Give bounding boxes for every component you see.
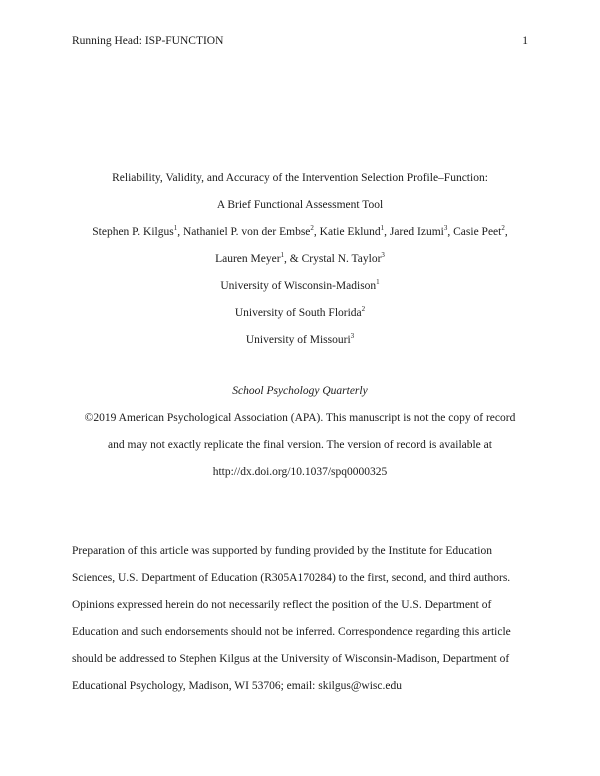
author-separator: , bbox=[384, 226, 390, 238]
author-name: Stephen P. Kilgus bbox=[92, 226, 174, 238]
affiliation-name: University of Missouri bbox=[245, 334, 351, 346]
author-note bbox=[72, 538, 528, 700]
author-separator: , bbox=[447, 226, 454, 238]
author-affiliation-mark: 3 bbox=[443, 224, 448, 233]
title-line-1: Reliability, Validity, and Accuracy of the Intervention Selection Profile–Function: bbox=[112, 172, 488, 184]
authors-line-2 bbox=[60, 246, 540, 273]
title-line-2: A Brief Functional Assessment Tool bbox=[216, 199, 384, 211]
author-affiliation-mark: 3 bbox=[381, 251, 385, 260]
author-affiliation-mark: 2 bbox=[501, 224, 505, 233]
affiliation-line bbox=[60, 273, 540, 300]
author-note-line: Preparation of this article was supported by funding provided by the Institute for Education bbox=[72, 545, 492, 557]
doi-link[interactable]: http://dx.doi.org/10.1037/spq0000325 bbox=[212, 466, 388, 478]
journal-name: School Psychology Quarterly bbox=[232, 385, 368, 397]
author-name: Crystal N. Taylor bbox=[301, 253, 382, 265]
author-affiliation-mark: 1 bbox=[280, 251, 285, 260]
author-note-line: should be addressed to Stephen Kilgus at the University of Wisconsin-Madison, Department of bbox=[72, 653, 510, 665]
author-separator: , bbox=[177, 226, 183, 238]
page-number: 1 bbox=[522, 35, 528, 47]
authors-line-1 bbox=[60, 219, 540, 246]
affiliation-line bbox=[60, 327, 540, 354]
author-name: Casie Peet bbox=[453, 226, 502, 238]
title-block bbox=[60, 165, 540, 354]
running-head: Running Head: ISP-FUNCTION bbox=[72, 35, 224, 47]
author-name: Katie Eklund bbox=[319, 226, 381, 238]
journal-block bbox=[60, 378, 540, 486]
author-affiliation-mark: 1 bbox=[173, 224, 178, 233]
affiliation-mark: 1 bbox=[376, 278, 380, 287]
author-separator: , & bbox=[284, 253, 302, 265]
affiliation-mark: 3 bbox=[350, 332, 355, 341]
author-name: Lauren Meyer bbox=[215, 253, 281, 265]
copyright-line-2: and may not exactly replicate the final version. The version of record is available at bbox=[108, 439, 492, 451]
author-note-line: Educational Psychology, Madison, WI 53706; email: skilgus@wisc.edu bbox=[72, 680, 402, 692]
author-separator: , bbox=[313, 226, 320, 238]
copyright-line-1: ©2019 American Psychological Association (APA). This manuscript is not the copy of record bbox=[84, 412, 516, 424]
affiliation-name: University of Wisconsin-Madison bbox=[220, 280, 377, 292]
affiliation-line bbox=[60, 300, 540, 327]
author-note-line: Education and such endorsements should not be inferred. Correspondence regarding this article bbox=[72, 626, 511, 638]
author-affiliation-mark: 1 bbox=[380, 224, 385, 233]
affiliation-mark: 2 bbox=[361, 305, 366, 314]
author-note-line: Opinions expressed herein do not necessarily reflect the position of the U.S. Department of bbox=[72, 599, 492, 611]
author-note-line: Sciences, U.S. Department of Education (R305A170284) to the first, second, and third authors. bbox=[72, 572, 511, 584]
author-name: Nathaniel P. von der Embse bbox=[182, 226, 311, 238]
author-affiliation-mark: 2 bbox=[310, 224, 314, 233]
affiliation-name: University of South Florida bbox=[234, 307, 362, 319]
author-name: Jared Izumi bbox=[389, 226, 444, 238]
author-separator: , bbox=[504, 226, 508, 238]
